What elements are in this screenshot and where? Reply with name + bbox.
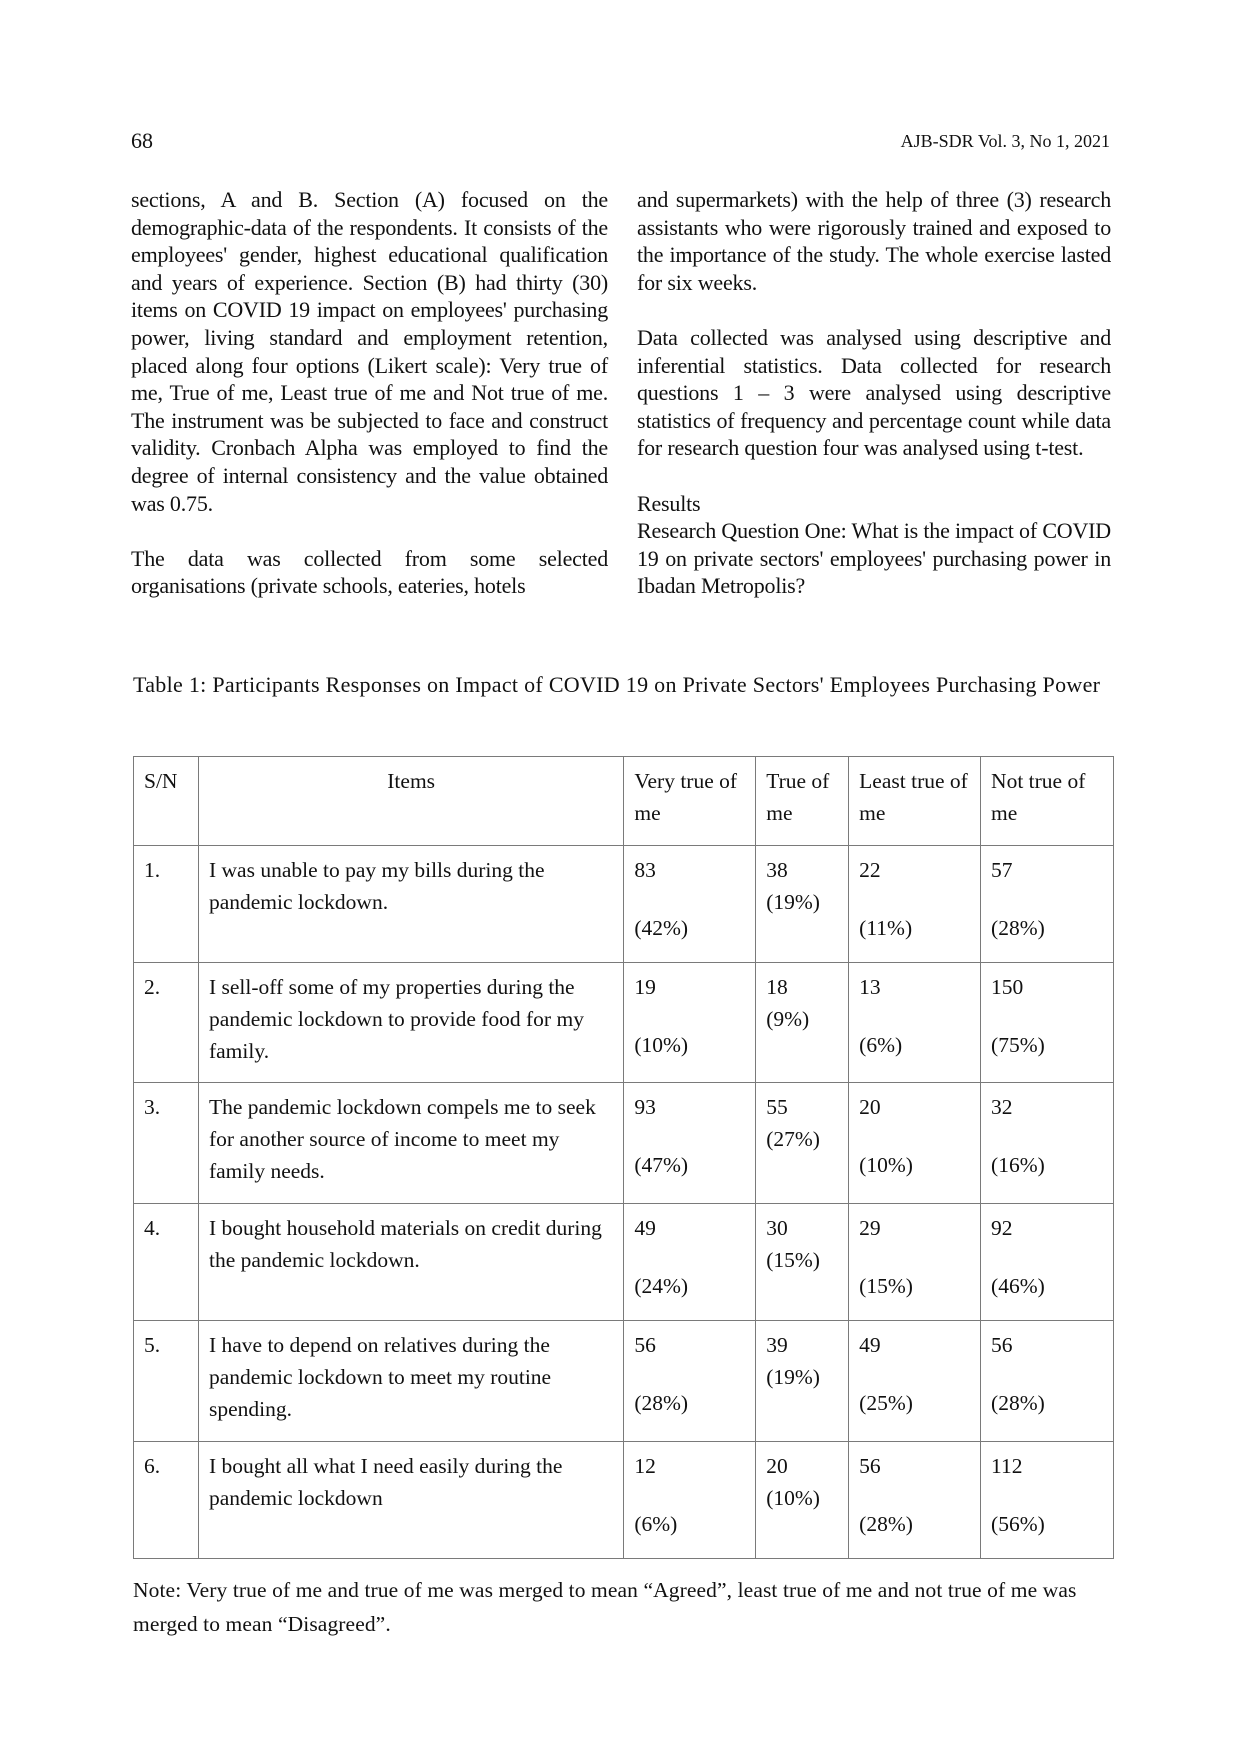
cell-not-true: 56 (28%) bbox=[981, 1321, 1114, 1442]
table-row bbox=[134, 1442, 1114, 1559]
cell-very-true: 12 (6%) bbox=[624, 1442, 756, 1559]
cell-sn: 3. bbox=[134, 1083, 199, 1204]
header-items: Items bbox=[198, 757, 623, 846]
cell-very-true: 56 (28%) bbox=[624, 1321, 756, 1442]
responses-table bbox=[133, 756, 1114, 1559]
cell-least-true: 22 (11%) bbox=[849, 846, 981, 963]
table-header-row bbox=[134, 757, 1114, 846]
cell-least-true: 49 (25%) bbox=[849, 1321, 981, 1442]
cell-very-true: 19 (10%) bbox=[624, 963, 756, 1083]
cell-sn: 5. bbox=[134, 1321, 199, 1442]
cell-sn: 2. bbox=[134, 963, 199, 1083]
table-row bbox=[134, 1321, 1114, 1442]
cell-very-true: 93 (47%) bbox=[624, 1083, 756, 1204]
right-column bbox=[637, 186, 1111, 600]
cell-least-true: 56 (28%) bbox=[849, 1442, 981, 1559]
table-caption: Table 1: Participants Responses on Impact of COVID 19 on Private Sectors' Employees Purchasing Power bbox=[133, 672, 1101, 697]
cell-very-true: 49 (24%) bbox=[624, 1204, 756, 1321]
cell-least-true: 13 (6%) bbox=[849, 963, 981, 1083]
page-number: 68 bbox=[131, 128, 153, 153]
cell-true: 39 (19%) bbox=[756, 1321, 849, 1442]
paragraph: and supermarkets) with the help of three (3) research assistants who were rigorously trained and exposed to the importance of the study. The whole exercise lasted for six weeks. bbox=[637, 187, 1111, 295]
running-head: AJB-SDR Vol. 3, No 1, 2021 bbox=[900, 131, 1110, 151]
table-row bbox=[134, 1204, 1114, 1321]
paragraph: Data collected was analysed using descriptive and inferential statistics. Data collected for research questions 1 – 3 were analysed using descriptive statistics of frequency and percentage count while data for research question four was analysed using t-test. bbox=[637, 324, 1111, 461]
header-true: True of me bbox=[756, 757, 849, 846]
header-sn: S/N bbox=[134, 757, 199, 846]
cell-sn: 6. bbox=[134, 1442, 199, 1559]
cell-true: 30 (15%) bbox=[756, 1204, 849, 1321]
cell-item: I bought household materials on credit during the pandemic lockdown. bbox=[198, 1204, 623, 1321]
cell-least-true: 20 (10%) bbox=[849, 1083, 981, 1204]
left-column bbox=[131, 186, 608, 600]
cell-item: I sell-off some of my properties during the pandemic lockdown to provide food for my family. bbox=[198, 963, 623, 1083]
paragraph: The data was collected from some selected organisations (private schools, eateries, hotels bbox=[131, 545, 608, 599]
cell-true: 55 (27%) bbox=[756, 1083, 849, 1204]
table-row bbox=[134, 963, 1114, 1083]
cell-not-true: 32 (16%) bbox=[981, 1083, 1114, 1204]
cell-least-true: 29 (15%) bbox=[849, 1204, 981, 1321]
research-question: Research Question One: What is the impact of COVID 19 on private sectors' employees' purchasing power in Ibadan Metropolis? bbox=[637, 518, 1111, 599]
cell-sn: 1. bbox=[134, 846, 199, 963]
cell-true: 38 (19%) bbox=[756, 846, 849, 963]
cell-not-true: 92 (46%) bbox=[981, 1204, 1114, 1321]
header-least-true: Least true of me bbox=[849, 757, 981, 846]
table-row bbox=[134, 846, 1114, 963]
cell-item: I have to depend on relatives during the pandemic lockdown to meet my routine spending. bbox=[198, 1321, 623, 1442]
header-very-true: Very true of me bbox=[624, 757, 756, 846]
cell-true: 20 (10%) bbox=[756, 1442, 849, 1559]
cell-item: I was unable to pay my bills during the pandemic lockdown. bbox=[198, 846, 623, 963]
cell-sn: 4. bbox=[134, 1204, 199, 1321]
cell-item: I bought all what I need easily during the pandemic lockdown bbox=[198, 1442, 623, 1559]
header-not-true: Not true of me bbox=[981, 757, 1114, 846]
cell-not-true: 150 (75%) bbox=[981, 963, 1114, 1083]
cell-not-true: 112 (56%) bbox=[981, 1442, 1114, 1559]
cell-not-true: 57 (28%) bbox=[981, 846, 1114, 963]
cell-very-true: 83 (42%) bbox=[624, 846, 756, 963]
section-heading-results: Results bbox=[637, 490, 701, 516]
paragraph: sections, A and B. Section (A) focused on the demographic-data of the respondents. It consists of the employees' gender, highest educational qualification and years of experience. Section (B) had thirty (30) items on COVID 19 impact on employees' purchasing power, living standard and employment retention, placed along four options (Likert scale): Very true of me, True of me, Least true of me and Not true of me. The instrument was be subjected to face and construct validity. Cronbach Alpha was employed to find the degree of internal consistency and the value obtained was 0.75. bbox=[131, 187, 608, 516]
table-note: Note: Very true of me and true of me was merged to mean “Agreed”, least true of me and not true of me was merged to mean “Disagreed”. bbox=[133, 1578, 1077, 1636]
cell-item: The pandemic lockdown compels me to seek for another source of income to meet my family needs. bbox=[198, 1083, 623, 1204]
table-row bbox=[134, 1083, 1114, 1204]
cell-true: 18 (9%) bbox=[756, 963, 849, 1083]
